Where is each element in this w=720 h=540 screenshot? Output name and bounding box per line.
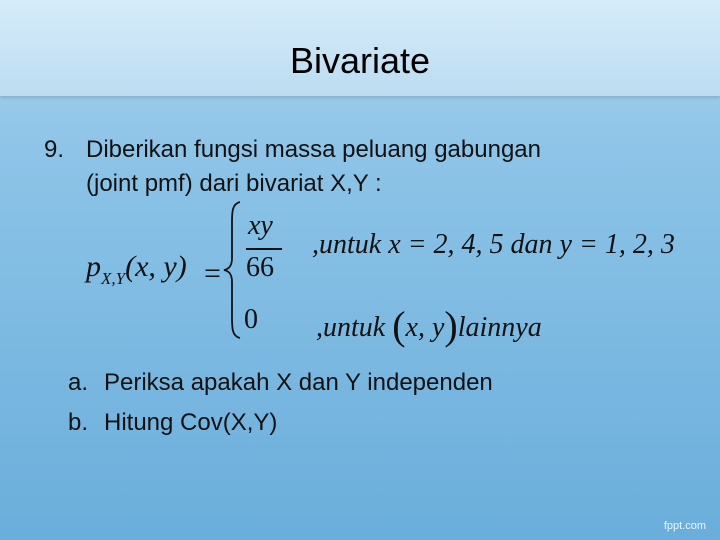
pmf-args: (x, y) xyxy=(125,250,187,283)
pmf-subscript: X,Y xyxy=(101,269,126,288)
subquestion-b-label: b. xyxy=(68,409,89,436)
watermark: fppt.com xyxy=(663,520,706,532)
question-text-line2: (joint pmf) dari bivariat X,Y : xyxy=(86,170,382,197)
subquestion-a-text: Periksa apakah X dan Y independen xyxy=(104,369,493,396)
pmf-lhs xyxy=(86,250,187,289)
condition-2-close-paren: ) xyxy=(444,303,458,348)
fraction-numerator: xy xyxy=(248,210,273,241)
pmf-p: p xyxy=(86,250,101,283)
condition-1: ,untuk x = 2, 4, 5 dan y = 1, 2, 3 xyxy=(312,229,675,260)
left-brace-icon xyxy=(222,200,244,340)
fraction-bar xyxy=(246,248,282,250)
slide-title: Bivariate xyxy=(289,40,431,81)
equals-sign: = xyxy=(204,257,221,290)
condition-2-prefix: ,untuk xyxy=(316,312,393,343)
title-bar xyxy=(0,0,720,96)
condition-2-suffix: lainnya xyxy=(457,312,542,343)
condition-2-open-paren: ( xyxy=(392,303,406,348)
question-number: 9. xyxy=(44,136,65,163)
subquestion-b-text: Hitung Cov(X,Y) xyxy=(104,409,278,436)
question-text-line1: Diberikan fungsi massa peluang gabungan xyxy=(86,136,541,163)
condition-2-args: x, y xyxy=(405,312,445,343)
condition-2 xyxy=(316,302,542,349)
zero-case: 0 xyxy=(244,304,258,335)
subquestion-a-label: a. xyxy=(68,369,89,396)
fraction-denominator: 66 xyxy=(246,252,274,283)
